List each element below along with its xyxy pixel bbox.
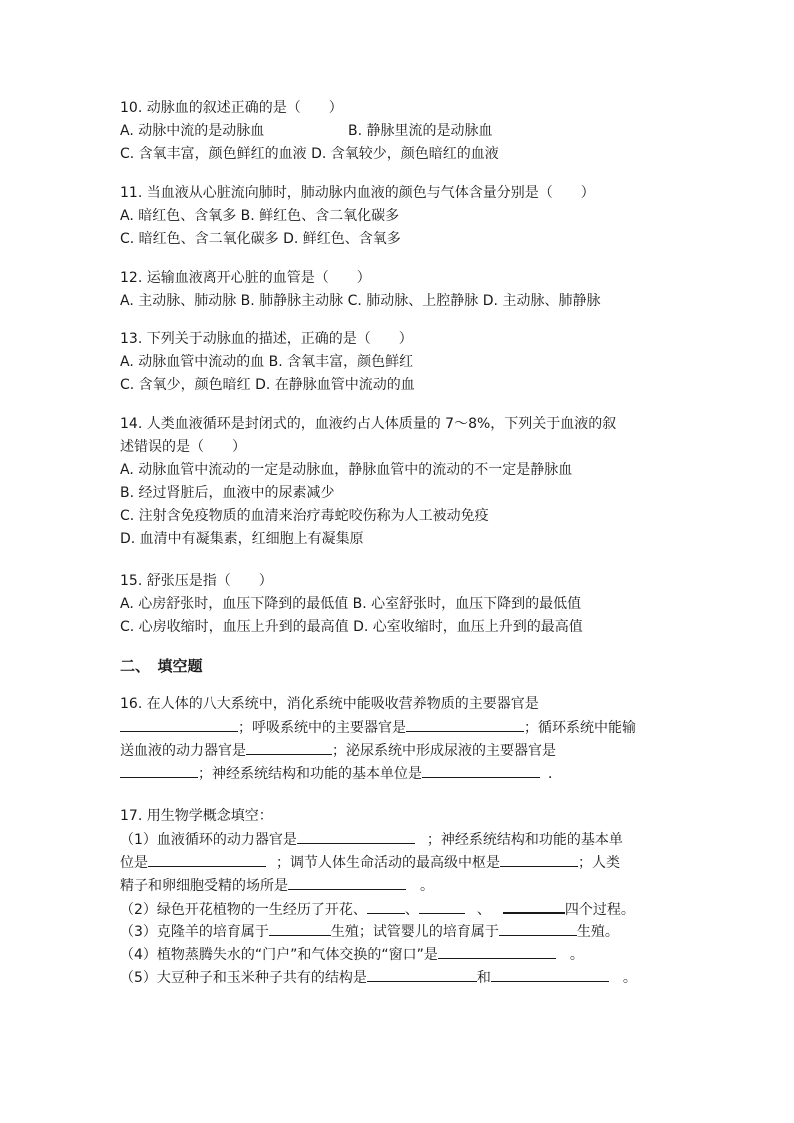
q12-stem: 12. 运输血液离开心脏的血管是（ ） bbox=[120, 270, 371, 286]
question-13 bbox=[120, 328, 680, 397]
q11-options-cd: C. 暗红色、含二氧化碳多 D. 鲜红色、含氧多 bbox=[120, 231, 401, 247]
q17-sub5: （5）大豆种子和玉米种子共有的结构是 和 。 bbox=[120, 966, 685, 989]
blank[interactable] bbox=[422, 762, 540, 778]
blank[interactable] bbox=[367, 966, 477, 982]
blank[interactable] bbox=[406, 716, 524, 732]
blank[interactable] bbox=[120, 762, 198, 778]
q12-options: A. 主动脉、肺动脉 B. 肺静脉主动脉 C. 肺动脉、上腔静脉 D. 主动脉、肺静脉 bbox=[120, 293, 601, 309]
question-11 bbox=[120, 182, 680, 251]
q17-sub1-line2: 位是 ；调节人体生命活动的最高级中枢是 ；人类 bbox=[120, 851, 685, 874]
question-10 bbox=[120, 97, 680, 166]
q17-stem: 17. 用生物学概念填空： bbox=[120, 808, 273, 824]
q14-option-d: D. 血清中有凝集素，红细胞上有凝集原 bbox=[120, 531, 364, 547]
blank[interactable] bbox=[120, 716, 238, 732]
q14-option-b: B. 经过肾脏后，血液中的尿素减少 bbox=[120, 485, 335, 501]
q16-line1: 16. 在人体的八大系统中，消化系统中能吸收营养物质的主要器官是 bbox=[120, 696, 539, 712]
blank[interactable] bbox=[499, 920, 577, 936]
q10-option-b: B. 静脉里流的是动脉血 bbox=[348, 123, 493, 139]
q16-line2: ；呼吸系统中的主要器官是 ；循环系统中能输 bbox=[120, 716, 680, 739]
blank[interactable] bbox=[500, 851, 578, 867]
q15-stem: 15. 舒张压是指（ ） bbox=[120, 573, 273, 589]
q14-option-c: C. 注射含免疫物质的血清来治疗毒蛇咬伤称为人工被动免疫 bbox=[120, 508, 489, 524]
q11-options-ab: A. 暗红色、含氧多 B. 鲜红色、含二氧化碳多 bbox=[120, 208, 400, 224]
blank[interactable] bbox=[288, 874, 406, 890]
blank[interactable] bbox=[148, 851, 266, 867]
blank[interactable] bbox=[367, 898, 405, 914]
q17-sub1-line1: （1）血液循环的动力器官是 ；神经系统结构和功能的基本单 bbox=[120, 828, 685, 851]
question-14 bbox=[120, 413, 680, 551]
q13-options-cd: C. 含氧少，颜色暗红 D. 在静脉血管中流动的血 bbox=[120, 377, 415, 393]
q10-stem: 10. 动脉血的叙述正确的是（ ） bbox=[120, 100, 343, 116]
q17-sub4: （4）植物蒸腾失水的“门户”和气体交换的“窗口”是 。 bbox=[120, 943, 685, 966]
q16-line4: ；神经系统结构和功能的基本单位是 ． bbox=[120, 762, 680, 785]
question-17 bbox=[120, 805, 685, 989]
blank[interactable] bbox=[438, 943, 556, 959]
q17-sub2: （2）绿色开花植物的一生经历了开花、 、 、 四个过程。 bbox=[120, 897, 685, 920]
q11-stem: 11. 当血液从心脏流向肺时，肺动脉内血液的颜色与气体含量分别是（ ） bbox=[120, 185, 595, 201]
blank[interactable] bbox=[246, 739, 332, 755]
q17-sub1-line3: 精子和卵细胞受精的场所是 。 bbox=[120, 874, 685, 897]
question-15 bbox=[120, 570, 680, 639]
q13-options-ab: A. 动脉血管中流动的血 B. 含氧丰富，颜色鲜红 bbox=[120, 354, 414, 370]
q15-options-cd: C. 心房收缩时，血压上升到的最高值 D. 心室收缩时，血压上升到的最高值 bbox=[120, 619, 583, 635]
blank[interactable] bbox=[269, 920, 331, 936]
q10-options-ab bbox=[120, 120, 680, 143]
blank[interactable] bbox=[491, 966, 609, 982]
q16-line3: 送血液的动力器官是 ；泌尿系统中形成尿液的主要器官是 bbox=[120, 739, 680, 762]
q13-stem: 13. 下列关于动脉血的描述，正确的是（ ） bbox=[120, 331, 413, 347]
q10-option-a: A. 动脉中流的是动脉血 bbox=[120, 123, 265, 139]
blank[interactable] bbox=[419, 898, 465, 914]
question-16 bbox=[120, 693, 680, 785]
q15-options-ab: A. 心房舒张时，血压下降到的最低值 B. 心室舒张时，血压下降到的最低值 bbox=[120, 596, 582, 612]
q17-sub3: （3）克隆羊的培育属于 生殖；试管婴儿的培育属于 生殖。 bbox=[120, 920, 685, 943]
blank[interactable] bbox=[297, 828, 415, 844]
blank[interactable] bbox=[503, 897, 565, 914]
q14-stem-line2: 述错误的是（ ） bbox=[120, 439, 246, 455]
q14-option-a: A. 动脉血管中流动的一定是动脉血，静脉血管中的流动的不一定是静脉血 bbox=[120, 462, 573, 478]
section-heading-fill-in: 二、 填空题 bbox=[120, 657, 203, 675]
question-12 bbox=[120, 267, 680, 313]
q10-options-cd: C. 含氧丰富，颜色鲜红的血液 D. 含氧较少，颜色暗红的血液 bbox=[120, 146, 499, 162]
q14-stem-line1: 14. 人类血液循环是封闭式的，血液约占人体质量的 7～8%，下列关于血液的叙 bbox=[120, 416, 617, 432]
